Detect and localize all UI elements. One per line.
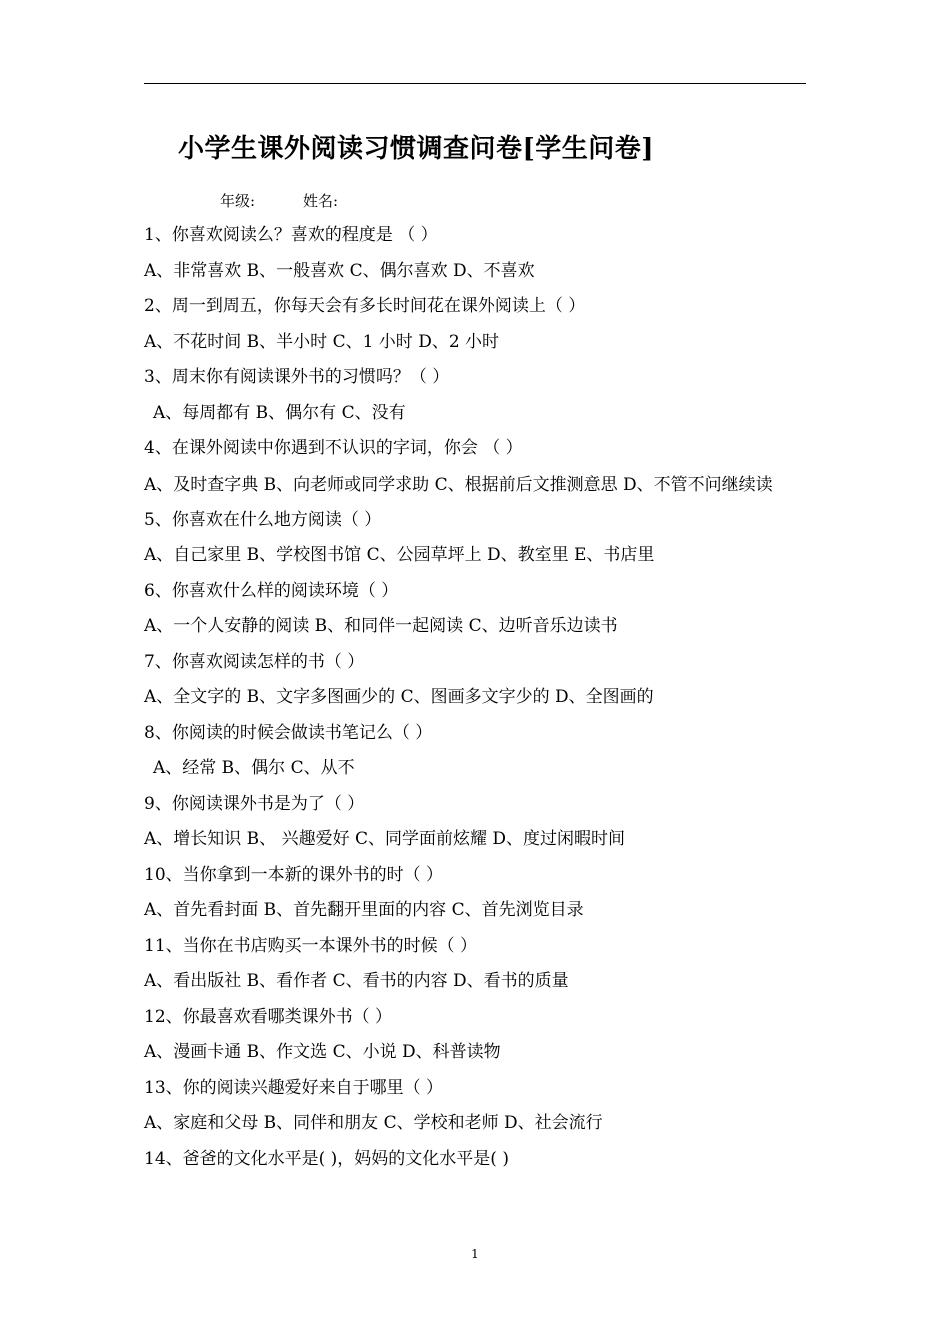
- question-1: 1、你喜欢阅读么？喜欢的程度是 （ ）: [144, 225, 438, 245]
- question-3: 3、周末你有阅读课外书的习惯吗？（ ）: [144, 367, 450, 387]
- options-12: A、漫画卡通 B、作文选 C、小说 D、科普读物: [144, 1042, 501, 1062]
- options-9: A、增长知识 B、 兴趣爱好 C、同学面前炫耀 D、度过闲暇时间: [144, 829, 626, 849]
- question-4: 4、在课外阅读中你遇到不认识的字词，你会 （ ）: [144, 438, 523, 458]
- question-10: 10、当你拿到一本新的课外书的时（ ）: [144, 864, 444, 885]
- header-rule: [144, 83, 806, 84]
- name-label: 姓名:: [303, 192, 339, 210]
- options-10: A、首先看封面 B、首先翻开里面的内容 C、首先浏览目录: [144, 900, 584, 920]
- question-12: 12、你最喜欢看哪类课外书（ ）: [144, 1006, 393, 1027]
- question-5: 5、你喜欢在什么地方阅读（ ）: [144, 509, 382, 530]
- question-6: 6、你喜欢什么样的阅读环境（ ）: [144, 580, 399, 601]
- page-title: 小学生课外阅读习惯调查问卷[学生问卷]: [178, 134, 655, 164]
- options-11: A、看出版社 B、看作者 C、看书的内容 D、看书的质量: [144, 971, 569, 991]
- question-13: 13、你的阅读兴趣爱好来自于哪里（ ）: [144, 1077, 444, 1098]
- questionnaire-body: [144, 218, 808, 1177]
- options-3: A、每周都有 B、偶尔有 C、没有: [153, 402, 406, 423]
- options-5: A、自己家里 B、学校图书馆 C、公园草坪上 D、教室里 E、书店里: [144, 545, 655, 565]
- options-6: A、一个人安静的阅读 B、和同伴一起阅读 C、边听音乐边读书: [144, 616, 618, 636]
- options-7: A、全文字的 B、文字多图画少的 C、图画多文字少的 D、全图画的: [144, 687, 654, 707]
- grade-label: 年级:: [220, 192, 256, 210]
- options-2: A、不花时间 B、半小时 C、1 小时 D、2 小时: [144, 331, 500, 352]
- page-number: 1: [471, 1247, 479, 1261]
- options-13: A、家庭和父母 B、同伴和朋友 C、学校和老师 D、社会流行: [144, 1113, 603, 1133]
- options-8: A、经常 B、偶尔 C、从不: [153, 758, 355, 778]
- options-4: A、及时查字典 B、向老师或同学求助 C、根据前后文推测意思 D、不管不问继续读: [144, 474, 773, 495]
- options-1: A、非常喜欢 B、一般喜欢 C、偶尔喜欢 D、不喜欢: [144, 260, 535, 281]
- question-11: 11、当你在书店购买一本课外书的时候（ ）: [144, 935, 478, 956]
- question-2: 2、周一到周五，你每天会有多长时间花在课外阅读上（ ）: [144, 296, 586, 316]
- question-8: 8、你阅读的时候会做读书笔记么（ ）: [144, 722, 433, 743]
- question-7: 7、你喜欢阅读怎样的书（ ）: [144, 651, 365, 672]
- question-9: 9、你阅读课外书是为了（ ）: [144, 793, 365, 814]
- question-14: 14、爸爸的文化水平是( )，妈妈的文化水平是( ): [144, 1148, 509, 1169]
